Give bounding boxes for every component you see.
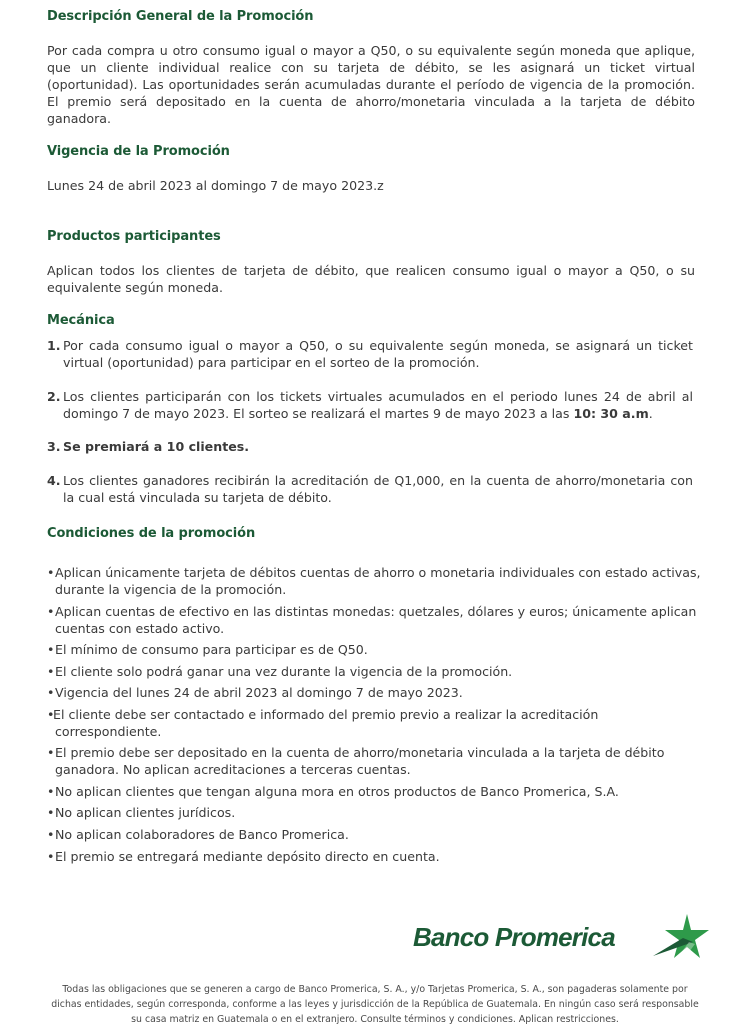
condition-item [47,848,707,865]
condition-line: El premio se entregará mediante depósito directo en cuenta. [55,849,440,864]
condition-line: No aplican clientes que tengan alguna mora en otros productos de Banco Promerica, S.A. [55,784,619,799]
mechanics-item-text: Se premiará a 10 clientes. [63,439,250,454]
mechanics-item-number: 4. [47,473,61,488]
mechanics-item-text: Por cada consumo igual o mayor a Q50, o su equivalente según moneda, se asignará un ticket virtual (oportunidad) para participar en el sorteo de la promoción. [63,338,693,370]
bullet: • [47,784,55,799]
star-icon [653,912,711,962]
mechanics-item-number: 3. [47,439,61,454]
mechanics-item-text: Los clientes ganadores recibirán la acreditación de Q1,000, en la cuenta de ahorro/monetaria con la cual está vinculada su tarjeta de débito. [63,473,693,505]
condition-item [47,783,707,800]
condition-item [47,826,707,843]
mechanics-item-number: 2. [47,389,61,404]
mechanics-item-text-end: . [648,406,653,421]
condition-line: No aplican colaboradores de Banco Promerica. [55,827,349,842]
condition-line: El premio debe ser depositado en la cuenta de ahorro/monetaria vinculada a la tarjeta de débito [55,745,665,760]
description-body: Por cada compra u otro consumo igual o mayor a Q50, o su equivalente según moneda que aplique, que un cliente individual realice con su tarjeta de débito, se les asignará un ticket virtual (oportunidad). Las oportunidades serán acumuladas durante el período de vigencia de la promoción. El premio será depositado en la cuenta de ahorro/monetaria vinculada a la tarjeta de débito ganadora. [47,43,695,126]
mechanics-item [47,472,693,506]
bullet: • [47,642,55,657]
condition-line: El cliente debe ser contactado e informado del premio previo a realizar la acreditación [53,707,599,722]
footer-line: dichas entidades, según corresponda, conforme a las leyes y jurisdicción de la República de Guatemala. En ningún caso será responsable [51,999,699,1010]
condition-line: Aplican únicamente tarjeta de débitos cuentas de ahorro o monetaria individuales con estado activas, [55,565,701,580]
draw-time: 10: 30 a.m [573,406,649,421]
validity-body: Lunes 24 de abril 2023 al domingo 7 de mayo 2023.z [47,178,384,193]
bullet: • [47,707,55,722]
condition-item [47,663,707,680]
condition-item [47,804,707,821]
brand-name: Banco Promerica [413,922,615,952]
description-title: Descripción General de la Promoción [47,9,314,24]
mechanics-item-text [63,388,693,422]
banco-promerica-logo [413,912,713,962]
condition-line: correspondiente. [55,724,162,739]
bullet: • [47,745,55,760]
condition-line: Aplican cuentas de efectivo en las distintas monedas: quetzales, dólares y euros; únicamente aplican [55,604,697,619]
products-body: Aplican todos los clientes de tarjeta de débito, que realicen consumo igual o mayor a Q50, o su equivalente según moneda. [47,263,695,295]
mechanics-item-text-main: Los clientes participarán con los tickets virtuales acumulados en el periodo lunes 24 de abril al domingo 7 de mayo 2023. El sorteo se realizará el martes 9 de mayo 2023 a las [63,389,693,421]
condition-line: durante la vigencia de la promoción. [55,582,287,597]
bullet: • [47,565,55,580]
condition-item [47,641,707,658]
condition-line: Vigencia del lunes 24 de abril 2023 al domingo 7 de mayo 2023. [55,685,463,700]
condition-line: cuentas con estado activo. [55,621,225,636]
bullet: • [47,805,55,820]
footer-line: su casa matriz en Guatemala o en el extranjero. Consulte términos y condiciones. Aplican restricciones. [131,1014,619,1025]
condition-item [47,564,707,598]
condition-item [47,706,707,740]
mechanics-item [47,388,693,422]
mechanics-item-number: 1. [47,338,61,353]
products-title: Productos participantes [47,229,221,244]
legal-footer [28,982,722,1027]
bullet: • [47,604,55,619]
mechanics-item [47,438,693,455]
footer-line: Todas las obligaciones que se generen a cargo de Banco Promerica, S. A., y/o Tarjetas Promerica, S. A., son pagaderas solamente por [62,984,688,995]
condition-item [47,744,707,778]
bullet: • [47,685,55,700]
bullet: • [47,849,55,864]
condition-item [47,603,707,637]
conditions-title: Condiciones de la promoción [47,526,256,541]
condition-line: El cliente solo podrá ganar una vez durante la vigencia de la promoción. [55,664,513,679]
bullet: • [47,827,55,842]
condition-line: ganadora. No aplican acreditaciones a terceras cuentas. [55,762,411,777]
bullet: • [47,664,55,679]
condition-line: No aplican clientes jurídicos. [55,805,236,820]
mechanics-item [47,337,693,371]
validity-title: Vigencia de la Promoción [47,144,230,159]
mechanics-title: Mecánica [47,313,115,328]
condition-item [47,684,707,701]
condition-line: El mínimo de consumo para participar es de Q50. [55,642,368,657]
